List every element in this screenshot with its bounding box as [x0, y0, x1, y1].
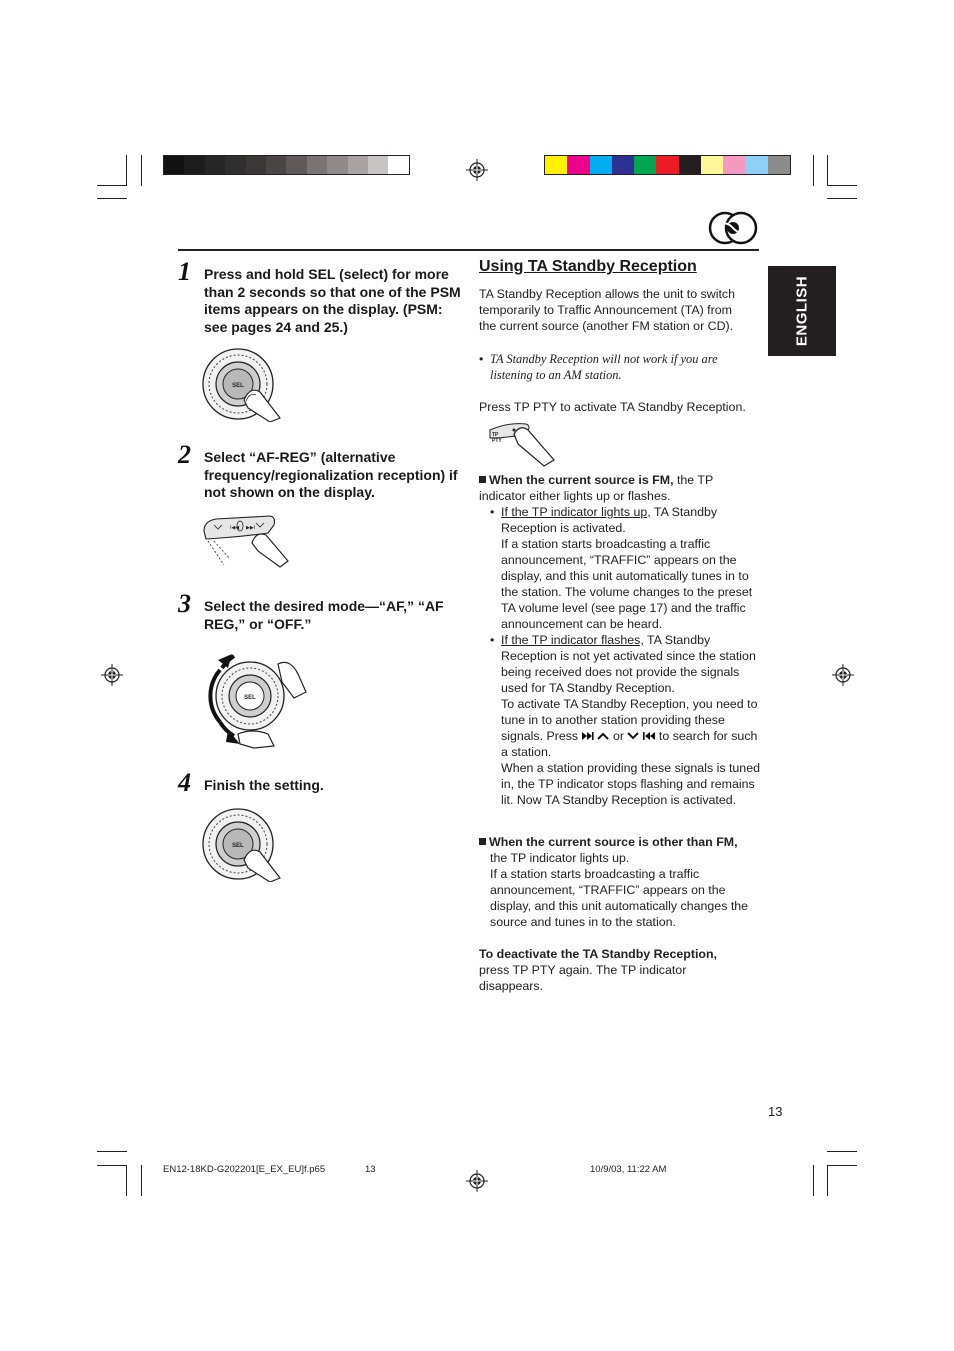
color-swatch [768, 156, 790, 174]
sel-control-dial-rotate-icon [198, 648, 310, 752]
skip-button-press-icon [200, 511, 292, 569]
pty-label: PTY [492, 438, 502, 444]
square-bullet-icon [479, 838, 486, 845]
step-text: Select the desired mode—“AF,” “AF REG,” or “OFF.” [204, 598, 444, 632]
overlapping-circles-logo-icon [708, 211, 758, 245]
color-swatch [701, 156, 723, 174]
step-number: 4 [178, 768, 191, 797]
sel-control-dial-icon [200, 346, 284, 422]
svg-text:▶▶I: ▶▶I [246, 525, 256, 531]
deactivate-heading: To deactivate the TA Standby Reception, [479, 947, 717, 961]
section-title: Using TA Standby Reception [479, 258, 697, 275]
activate-instruction: Press TP PTY to activate TA Standby Reception. [479, 400, 746, 414]
other-source-block [479, 834, 761, 930]
other-text-1: the TP indicator lights up. [490, 851, 630, 865]
note-text: TA Standby Reception will not work if you are listening to an AM station. [490, 352, 718, 382]
gray-swatch [225, 156, 245, 174]
page-number: 13 [768, 1104, 783, 1119]
gray-swatch [307, 156, 327, 174]
step-text: Press and hold SEL (select) for more than 2 seconds so that one of the PSM items appears on the display. (PSM: see pages 24 and 25.) [204, 266, 461, 335]
tp-label: TP [492, 432, 499, 438]
flashes-text: TA Standby Reception is not yet activated since the station being received does not provide the signals used for TA Standby Reception. [501, 633, 756, 695]
intro-paragraph: TA Standby Reception allows the unit to switch temporarily to Traffic Announcement (TA) from the current source (another FM station or CD). [479, 287, 735, 333]
step-text: Select “AF-REG” (alternative frequency/regionalization reception) if not shown on the display. [204, 449, 458, 500]
sel-control-dial-icon [200, 806, 284, 882]
other-text-2: If a station starts broadcasting a traffic announcement, “TRAFFIC” appears on the display, and this unit automatically changes the source and tunes in to the station. [490, 867, 749, 929]
deactivate-block [479, 946, 749, 994]
step-number: 2 [178, 440, 191, 469]
gray-swatch [164, 156, 184, 174]
flashes-instruction [501, 696, 761, 760]
flashes-label: If the TP indicator flashes, [501, 633, 644, 647]
registration-mark-icon [466, 1170, 488, 1192]
other-heading: When the current source is other than FM, [489, 835, 738, 849]
sel-label: SEL [232, 383, 244, 389]
color-swatch [567, 156, 589, 174]
color-swatch [634, 156, 656, 174]
sel-label: SEL [232, 843, 244, 849]
registration-mark-icon [466, 159, 488, 181]
gray-swatch [184, 156, 204, 174]
footer-page: 13 [365, 1164, 376, 1175]
lights-up-text: TA Standby Reception is activated. [501, 505, 718, 535]
language-tab [768, 266, 836, 356]
flashes-detail: When a station providing these signals is tuned in, the TP indicator stops flashing and remains lit. Now TA Standby Reception is activated. [501, 761, 760, 807]
svg-text:I◀◀: I◀◀ [230, 525, 240, 531]
flashes-instruction-b: to search for such a station. [501, 729, 758, 759]
gray-swatch [348, 156, 368, 174]
lights-up-label: If the TP indicator lights up, [501, 505, 651, 519]
deactivate-text: press TP PTY again. The TP indicator disappears. [479, 963, 687, 993]
gray-swatch [205, 156, 225, 174]
language-tab-label: ENGLISH [793, 275, 811, 347]
gray-swatch [246, 156, 266, 174]
footer-file: EN12-18KD-G202201[E_EX_EU]f.p65 [163, 1164, 326, 1175]
lights-up-detail: If a station starts broadcasting a traffic announcement, “TRAFFIC” appears on the display, and this unit automatically tunes in to the station. The volume changes to the preset TA volume level (see page 17) and the traffic announcement can be heard. [501, 537, 753, 631]
color-calibration-bar [544, 155, 791, 175]
down-skip-backward-icon [627, 731, 655, 741]
gray-swatch [388, 156, 408, 174]
flashes-instruction-a: To activate TA Standby Reception, you need to tune in to another station providing these signals. Press [501, 697, 758, 743]
fm-lead: the TP indicator either lights up or flashes. [479, 473, 714, 503]
note: • TA Standby Reception will not work if you are listening to an AM station. [479, 351, 749, 383]
gray-swatch [286, 156, 306, 174]
fm-source-block: When the current source is FM, the TP indicator either lights up or flashes. • If the TP indicator lights up, TA Standby Reception is activated. If a station starts broadcasting a traffic announcement, “TRAFFIC” appears on the display, and this unit automatically tunes in to the station. The volume changes to the preset TA volume level (see page 17) and the traffic announcement can be heard. • If the TP indicator flashes, TA Standby Reception is not yet activated since the station being received does not provide the signals used for TA Standby Reception. To activate TA Standby Reception, you need to tune in to another station providing these signals. Press or to search for such a station. When a station providing these signals is tuned in, the TP indicator stops flashing and remains lit. Now TA Standby Reception is activated. [479, 473, 760, 807]
square-bullet-icon [479, 476, 486, 483]
skip-forward-up-icon [582, 731, 610, 741]
sel-label: SEL [244, 695, 256, 701]
color-swatch [679, 156, 701, 174]
step-number: 1 [178, 257, 191, 286]
header-rule [178, 249, 759, 251]
footer-timestamp: 10/9/03, 11:22 AM [590, 1164, 667, 1175]
registration-mark-icon [101, 664, 123, 686]
color-swatch [612, 156, 634, 174]
color-swatch [745, 156, 767, 174]
flashes-or: or [609, 729, 628, 743]
gray-swatch [368, 156, 388, 174]
grayscale-calibration-bar [163, 155, 410, 175]
color-swatch [545, 156, 567, 174]
color-swatch [656, 156, 678, 174]
color-swatch [723, 156, 745, 174]
gray-swatch [327, 156, 347, 174]
step-text: Finish the setting. [204, 777, 324, 793]
tp-pty-button-press-icon [488, 420, 556, 468]
color-swatch [590, 156, 612, 174]
gray-swatch [266, 156, 286, 174]
fm-heading: When the current source is FM, [489, 473, 674, 487]
step-number: 3 [178, 589, 191, 618]
registration-mark-icon [832, 664, 854, 686]
